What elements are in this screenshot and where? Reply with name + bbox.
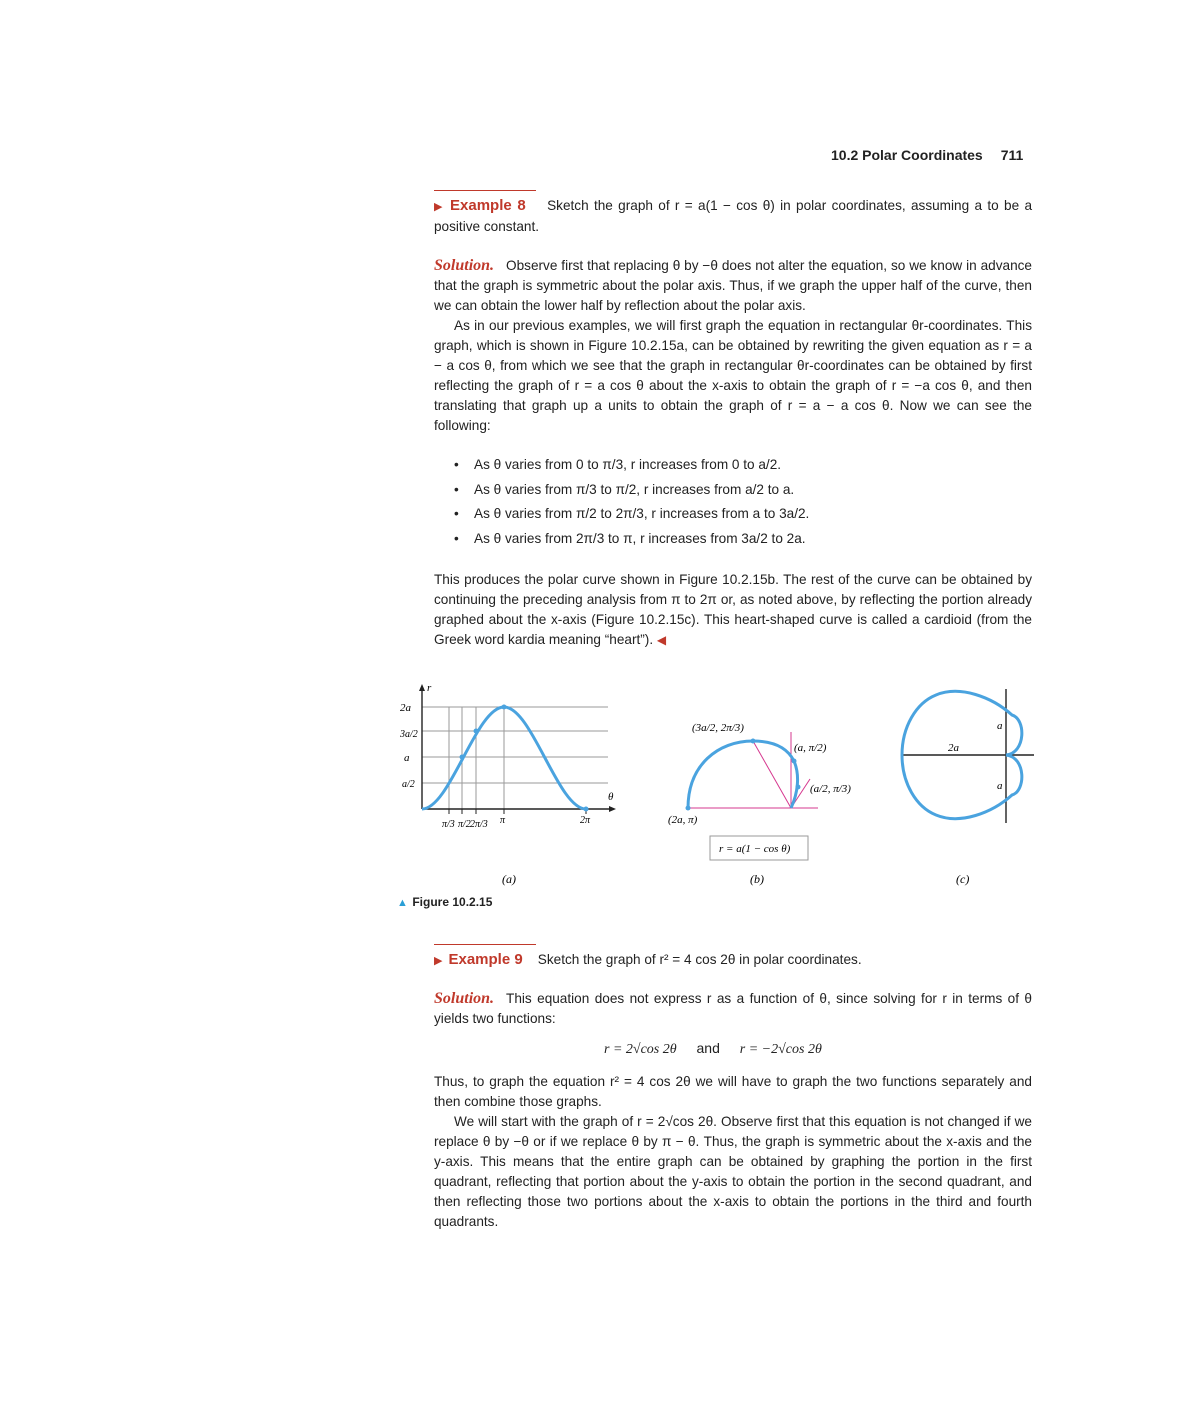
example-9-prompt-block: [434, 950, 1032, 971]
figure-caption-text: Figure 10.2.15: [412, 895, 493, 909]
point-label: (2a, π): [668, 814, 698, 826]
example-marker-icon: ▶: [434, 955, 443, 967]
diameter-label: 2a: [948, 742, 959, 754]
curve-point: [474, 729, 479, 734]
x-tick-label: π/3: [442, 819, 455, 830]
example-9-label: Example 9: [448, 951, 523, 968]
curve-point: [460, 755, 465, 760]
curve-point: [584, 807, 589, 812]
theta-axis-arrow-icon: [609, 806, 616, 812]
curve-point: [502, 705, 507, 710]
example-rule: [434, 944, 536, 945]
example-9-solution-p1: [434, 989, 1032, 1029]
solution-label: Solution.: [434, 990, 495, 1007]
solution-text: Observe first that replacing θ by −θ does not alter the equation, so we know in advance that the graph is symmetric about the polar axis. Thus, if we graph the upper half of the curve, then we can obtain the lower half by reflection about the polar axis.: [434, 258, 1032, 313]
caption-marker-icon: ▲: [397, 897, 408, 909]
x-tick-label: π/2: [458, 819, 471, 830]
example-8-label: Example 8: [450, 197, 526, 214]
y-tick-label: a: [404, 752, 410, 764]
example-9-prompt: Sketch the graph of r² = 4 cos 2θ in polar coordinates.: [537, 952, 862, 967]
example-8-paragraph-3: [434, 570, 1032, 650]
panel-a-graph: [399, 682, 616, 886]
solution-label: Solution.: [434, 257, 495, 274]
figure-10-2-15: [380, 675, 1060, 915]
curve-point: [751, 739, 756, 744]
x-tick-label: 2π: [580, 815, 591, 826]
r-axis-arrow-icon: [419, 684, 425, 691]
panel-b-graph: [668, 722, 851, 886]
upper-a-label: a: [997, 720, 1003, 732]
figure-caption: [397, 893, 492, 911]
bullet-list: [454, 455, 809, 553]
conclusion-text: This produces the polar curve shown in Figure 10.2.15b. The rest of the curve can be obtained by continuing the preceding analysis from π to 2π or, as noted above, by reflecting the portion already graphed about the x-axis (Figure 10.2.15c). This heart-shaped curve is called a cardioid (from the Greek word kardia meaning “heart”).: [434, 572, 1032, 647]
r-axis-label: r: [427, 682, 432, 694]
panel-a-label: (a): [502, 872, 516, 886]
curve-point: [796, 785, 801, 790]
solution-text: This equation does not express r as a function of θ, since solving for r in terms of θ yields two functions:: [434, 991, 1032, 1026]
example-9-paragraph-2: Thus, to graph the equation r² = 4 cos 2θ we will have to graph the two functions separately and then combine those graphs.: [434, 1074, 1032, 1109]
theta-axis-label: θ: [608, 791, 614, 803]
equation-right: r = −2√cos 2θ: [739, 1042, 822, 1057]
point-label: (a, π/2): [794, 742, 827, 754]
example-8-prompt-block: [434, 196, 1032, 237]
list-item: • As θ varies from 0 to π/3, r increases from 0 to a/2.: [454, 457, 782, 472]
equation-and: and: [696, 1040, 720, 1056]
page-number: 711: [1000, 147, 1024, 163]
example-8-solution-p1: [434, 256, 1032, 316]
panel-b-label: (b): [750, 872, 764, 886]
example-marker-icon: ▶: [434, 201, 445, 213]
curve-point: [792, 759, 797, 764]
list-item: • As θ varies from π/3 to π/2, r increases from a/2 to a.: [454, 481, 795, 497]
equation-left: r = 2√cos 2θ: [604, 1042, 677, 1057]
running-header: [831, 147, 1023, 163]
point-label: (a/2, π/3): [810, 783, 851, 795]
display-equation: [604, 1040, 822, 1058]
y-tick-label: 2a: [400, 702, 411, 714]
section-title: 10.2 Polar Coordinates: [831, 147, 983, 163]
example-8-paragraph-2: As in our previous examples, we will first graph the equation in rectangular θr-coordinates. This graph, which is shown in Figure 10.2.15a, can be obtained by rewriting the given equation as r = a − a cos θ, from which we see that the graph in rectangular θr-coordinates can be obtained by first reflecting the graph of r = a cos θ about the x-axis to obtain the graph of r = −a cos θ, and then translating that graph up a units to obtain the graph of r = a − a cos θ. Now we can see the following:: [434, 318, 1032, 433]
y-tick-label: 3a/2: [400, 729, 418, 740]
end-marker-icon: ◀: [656, 633, 667, 647]
x-tick-label: π: [500, 815, 506, 826]
panel-c-graph: [902, 689, 1034, 886]
point-label: (3a/2, 2π/3): [692, 722, 744, 734]
panel-c-label: (c): [956, 872, 970, 886]
y-tick-label: a/2: [402, 779, 415, 790]
x-tick-label: 2π/3: [470, 819, 488, 830]
lower-a-label: a: [997, 780, 1003, 792]
example-8-prompt: Sketch the graph of r = a(1 − cos θ) in polar coordinates, assuming a to be a positive constant.: [434, 198, 1033, 234]
curve-point: [686, 806, 691, 811]
list-item: • As θ varies from 2π/3 to π, r increases from 3a/2 to 2a.: [454, 530, 806, 546]
example-rule: [434, 190, 536, 191]
list-item: • As θ varies from π/2 to 2π/3, r increases from a to 3a/2.: [454, 506, 810, 522]
equation-label: r = a(1 − cos θ): [719, 843, 791, 855]
example-9-paragraph-3: We will start with the graph of r = 2√cos 2θ. Observe first that this equation is not changed if we replace θ by −θ or if we replace θ by π − θ. Thus, the graph is symmetric about the x-axis and the y-axis. This means that the entire graph can be obtained by graphing the portion in the first quadrant, reflecting that portion about the y-axis to obtain the portion in the second quadrant, and then reflecting those two portions about the x-axis to obtain the portions in the third and fourth quadrants.: [434, 1114, 1032, 1229]
cardioid-upper-half: [688, 741, 798, 808]
